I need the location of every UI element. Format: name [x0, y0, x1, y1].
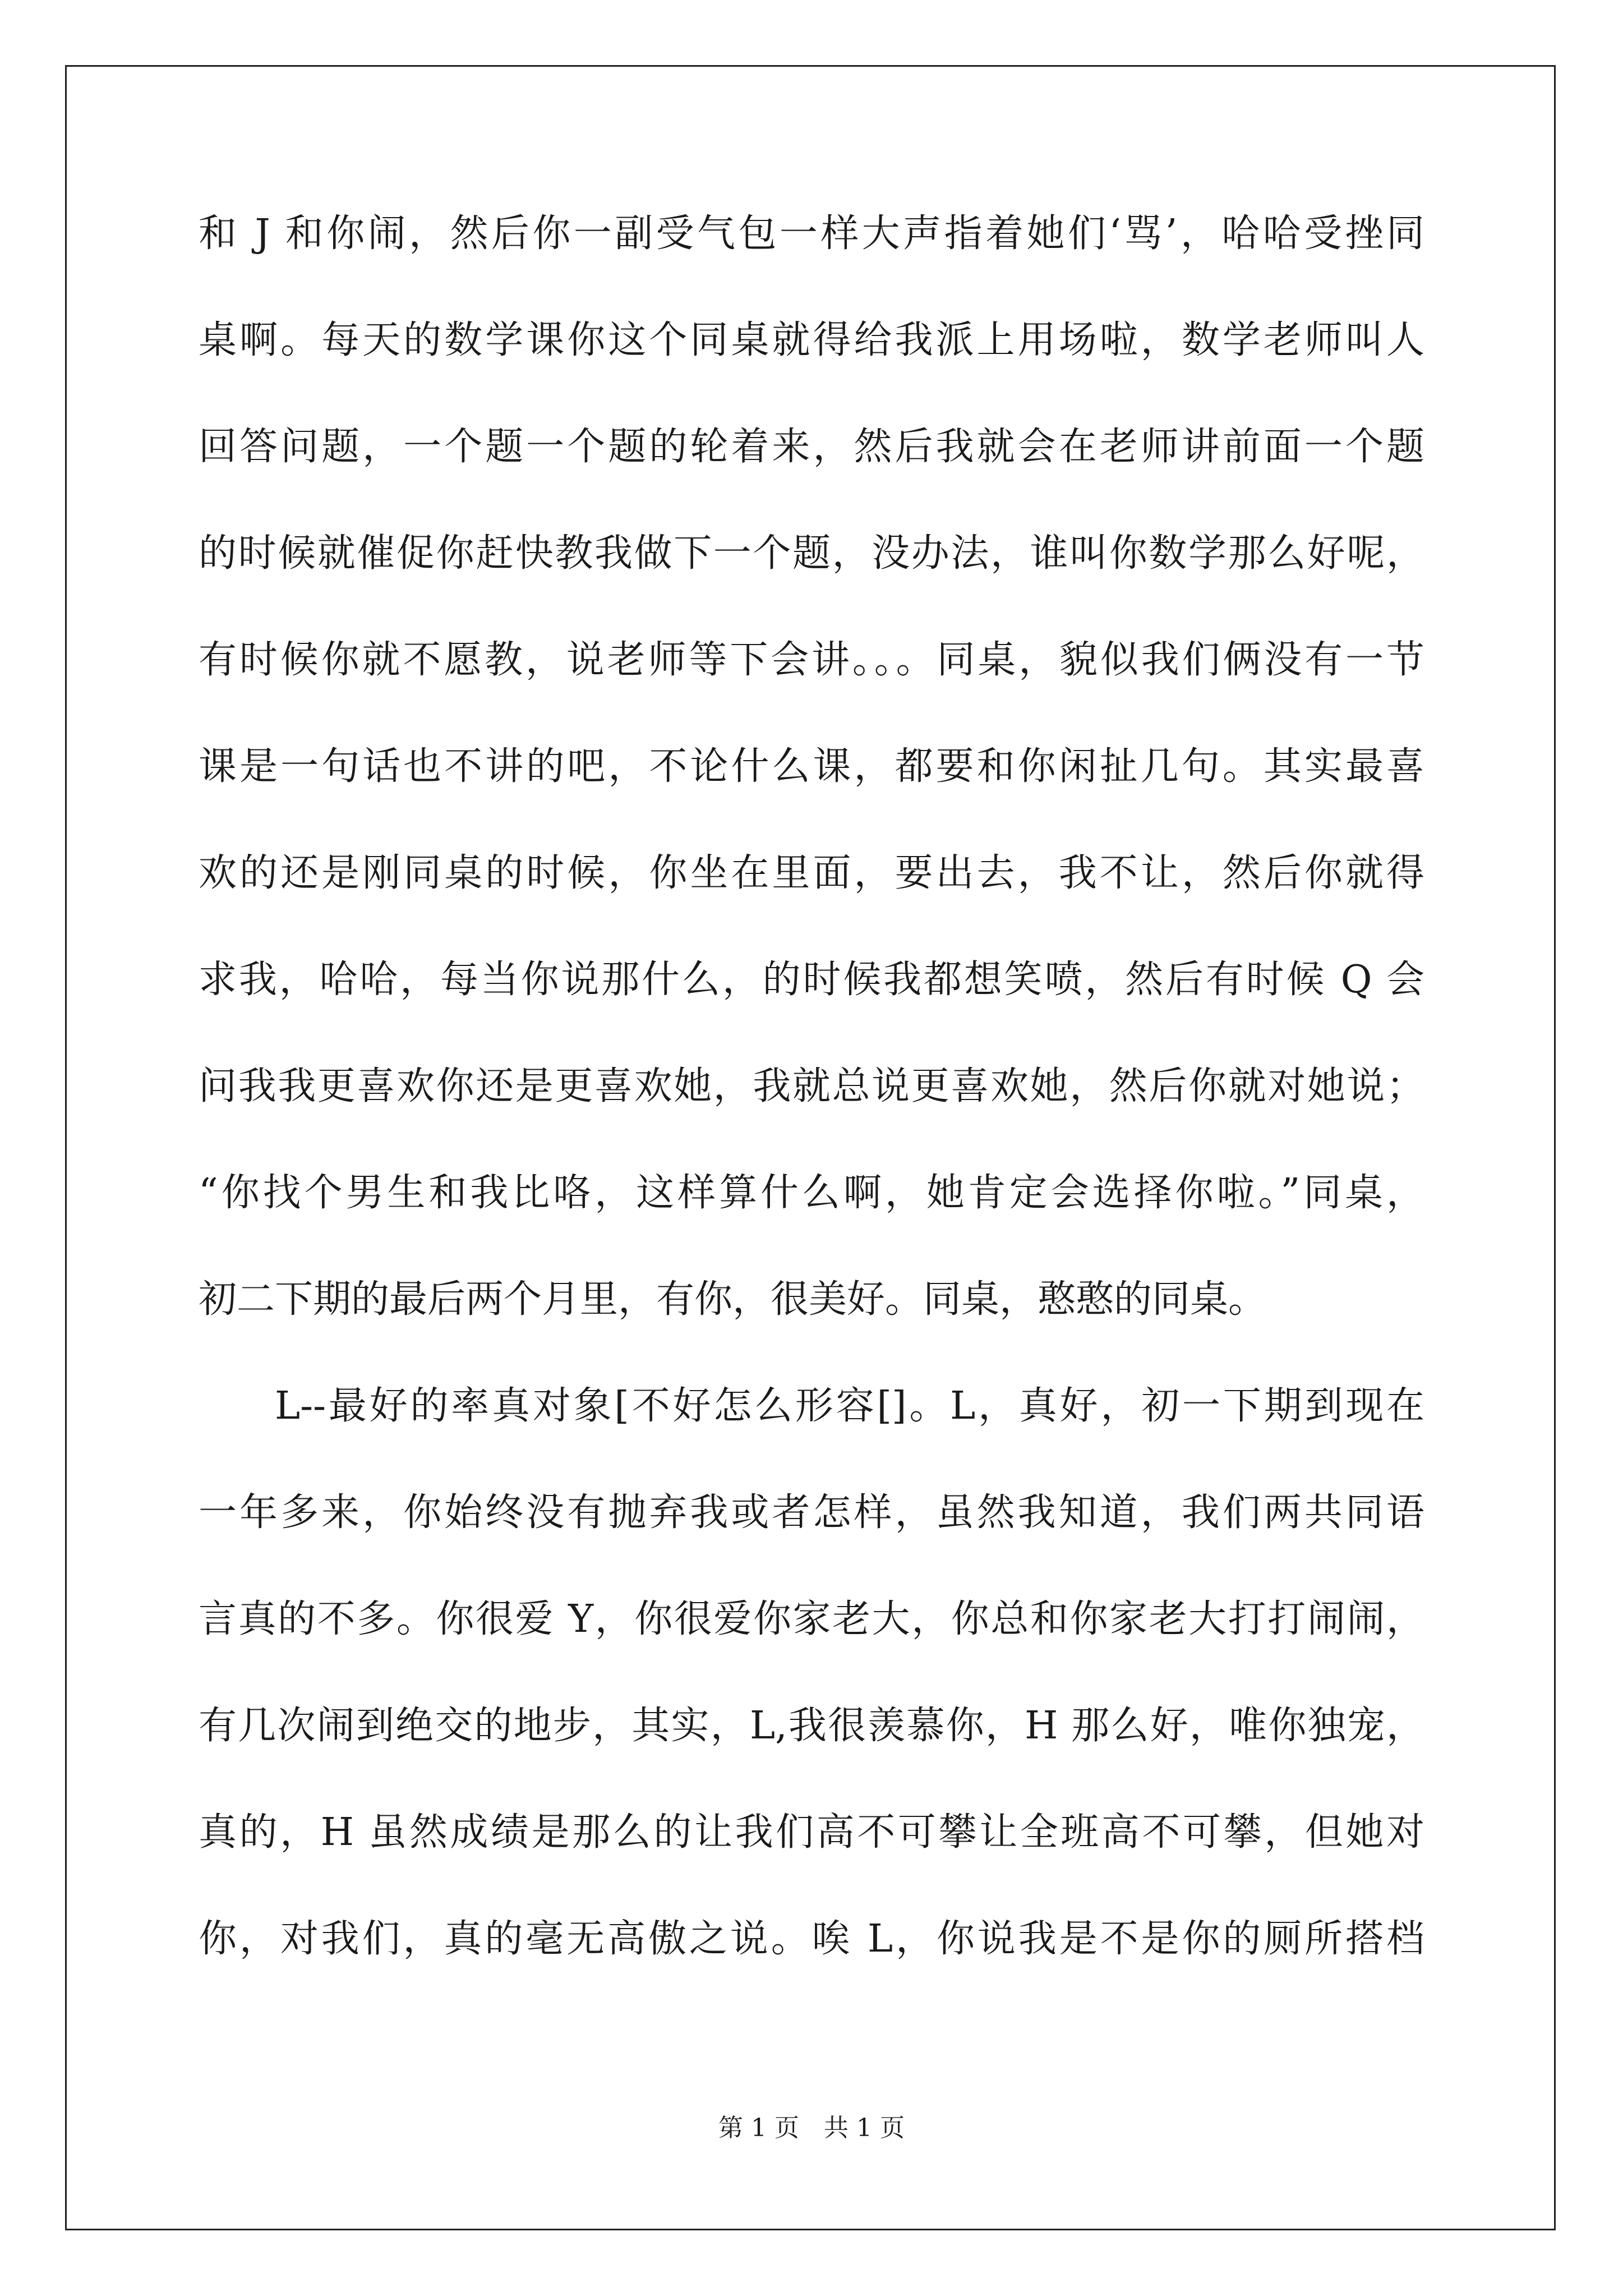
text-line: 的时候就催促你赶快教我做下一个题，没办法，谁叫你数学那么好呢，	[199, 531, 1424, 576]
text-line: 一年多来，你始终没有抛弃我或者怎样，虽然我知道，我们两共同语	[199, 1490, 1424, 1535]
text-line: 求我，哈哈，每当你说那什么，的时候我都想笑喷，然后有时候 Q 会	[199, 958, 1424, 1002]
text-line: 真的，H 虽然成绩是那么的让我们高不可攀让全班高不可攀，但她对	[199, 1810, 1424, 1855]
text-line: L--最好的率真对象[不好怎么形容[]。L，真好，初一下期到现在	[275, 1384, 1424, 1428]
text-line: 桌啊。每天的数学课你这个同桌就得给我派上用场啦，数学老师叫人	[199, 318, 1424, 362]
text-line: “你找个男生和我比咯，这样算什么啊，她肯定会选择你啦。”同桌，	[199, 1171, 1424, 1215]
text-line: 回答问题，一个题一个题的轮着来，然后我就会在老师讲前面一个题	[199, 425, 1424, 469]
text-line: 你，对我们，真的毫无高傲之说。唉 L，你说我是不是你的厕所搭档	[199, 1917, 1424, 1961]
page-border	[65, 65, 1556, 2230]
text-line: 欢的还是刚同桌的时候，你坐在里面，要出去，我不让，然后你就得	[199, 851, 1424, 895]
text-line: 言真的不多。你很爱 Y，你很爱你家老大，你总和你家老大打打闹闹，	[199, 1597, 1424, 1641]
text-line: 有时候你就不愿教，说老师等下会讲。。。同桌，貌似我们俩没有一节	[199, 638, 1424, 682]
text-line: 有几次闹到绝交的地步，其实，L,我很羡慕你，H 那么好，唯你独宠，	[199, 1704, 1424, 1748]
text-line: 初二下期的最后两个月里，有你，很美好。同桌，憨憨的同桌。	[199, 1277, 1267, 1322]
text-line: 课是一句话也不讲的吧，不论什么课，都要和你闲扯几句。其实最喜	[199, 744, 1424, 789]
text-line: 和 J 和你闹，然后你一副受气包一样大声指着她们‘骂’，哈哈受挫同	[199, 211, 1424, 256]
page-number-footer: 第 1 页 共 1 页	[718, 2114, 905, 2142]
text-line: 问我我更喜欢你还是更喜欢她，我就总说更喜欢她，然后你就对她说；	[199, 1064, 1424, 1108]
